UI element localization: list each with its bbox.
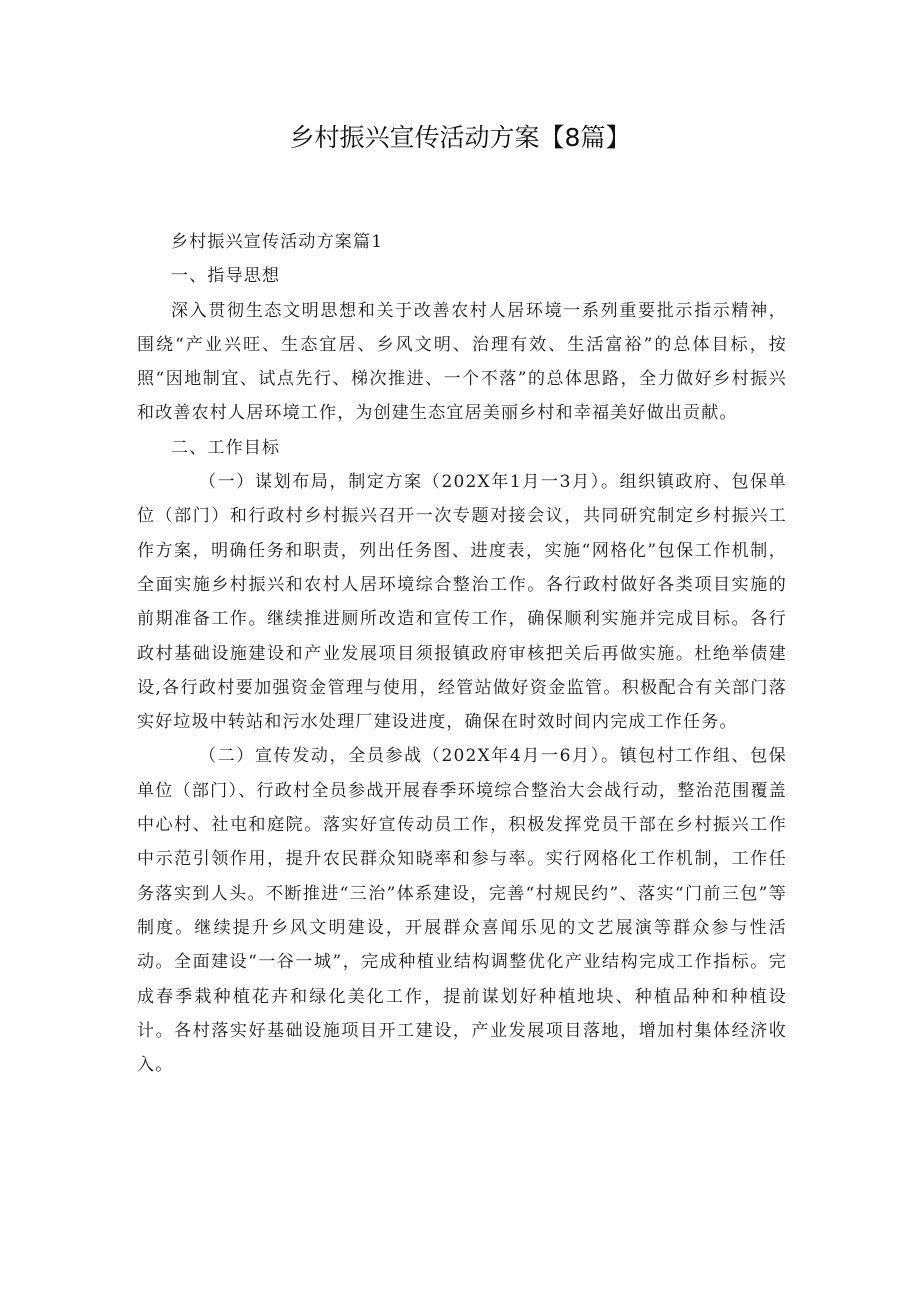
heading-work-goals: 二、工作目标: [171, 437, 281, 458]
paragraph-planning-layout: （一）谋划布局，制定方案（202X年1月一3月）。组织镇政府、包保单位（部门）和行政村乡村振兴召开一次专题对接会议，共同研究制定乡村振兴工作方案，明确任务和职责，列出任务图、进度表，实施“网格化”包保工作机制，全面实施乡村振兴和农村人居环境综合整治工作。各行政村做好各类项目实施的前期准备工作。继续推进厕所改造和宣传工作，确保顺利实施并完成目标。各行政村基础设施建设和产业发展项目须报镇政府审核把关后再做实施。杜绝举债建设,各行政村要加强资金管理与使用，经管站做好资金监管。积极配合有关部门落实好垃圾中转站和污水处理厂建设进度，确保在时效时间内完成工作任务。: [137, 472, 787, 733]
heading-guiding-ideology: 一、指导思想: [171, 266, 281, 287]
paragraph-publicity-mobilization: （二）宣传发动，全员参战（202X年4月一6月）。镇包村工作组、包保单位（部门）、行政村全员参战开展春季环境综合整治大会战行动，整治范围覆盖中心村、社屯和庭院。落实好宣传动员工作，积极发挥党员干部在乡村振兴工作中示范引领作用，提升农民群众知晓率和参与率。实行网格化工作机制，工作任务落实到人头。不断推进“三治”体系建设，完善“村规民约”、落实“门前三包”等制度。继续提升乡风文明建设，开展群众喜闻乐见的文艺展演等群众参与性活动。全面建设“一谷一城”，完成种植业结构调整优化产业结构完成工作指标。完成春季栽种植花卉和绿化美化工作，提前谋划好种植地块、种植品种和种植设计。各村落实好基础设施项目开工建设，产业发展项目落地，增加村集体经济收入。: [137, 746, 787, 1076]
section-title: 乡村振兴宣传活动方案篇1: [171, 232, 384, 252]
document-body: [137, 225, 787, 1082]
paragraph-guiding-ideology: 深入贯彻生态文明思想和关于改善农村人居环境一系列重要批示指示精神，围绕“产业兴旺、生态宜居、乡风文明、治理有效、生活富裕”的总体目标，按照“因地制宜、试点先行、梯次推进、一个不落”的总体思路，全力做好乡村振兴和改善农村人居环境工作，为创建生态宜居美丽乡村和幸福美好做出贡献。: [137, 300, 787, 424]
document-title: 乡村振兴宣传活动方案【8篇】: [289, 123, 631, 152]
